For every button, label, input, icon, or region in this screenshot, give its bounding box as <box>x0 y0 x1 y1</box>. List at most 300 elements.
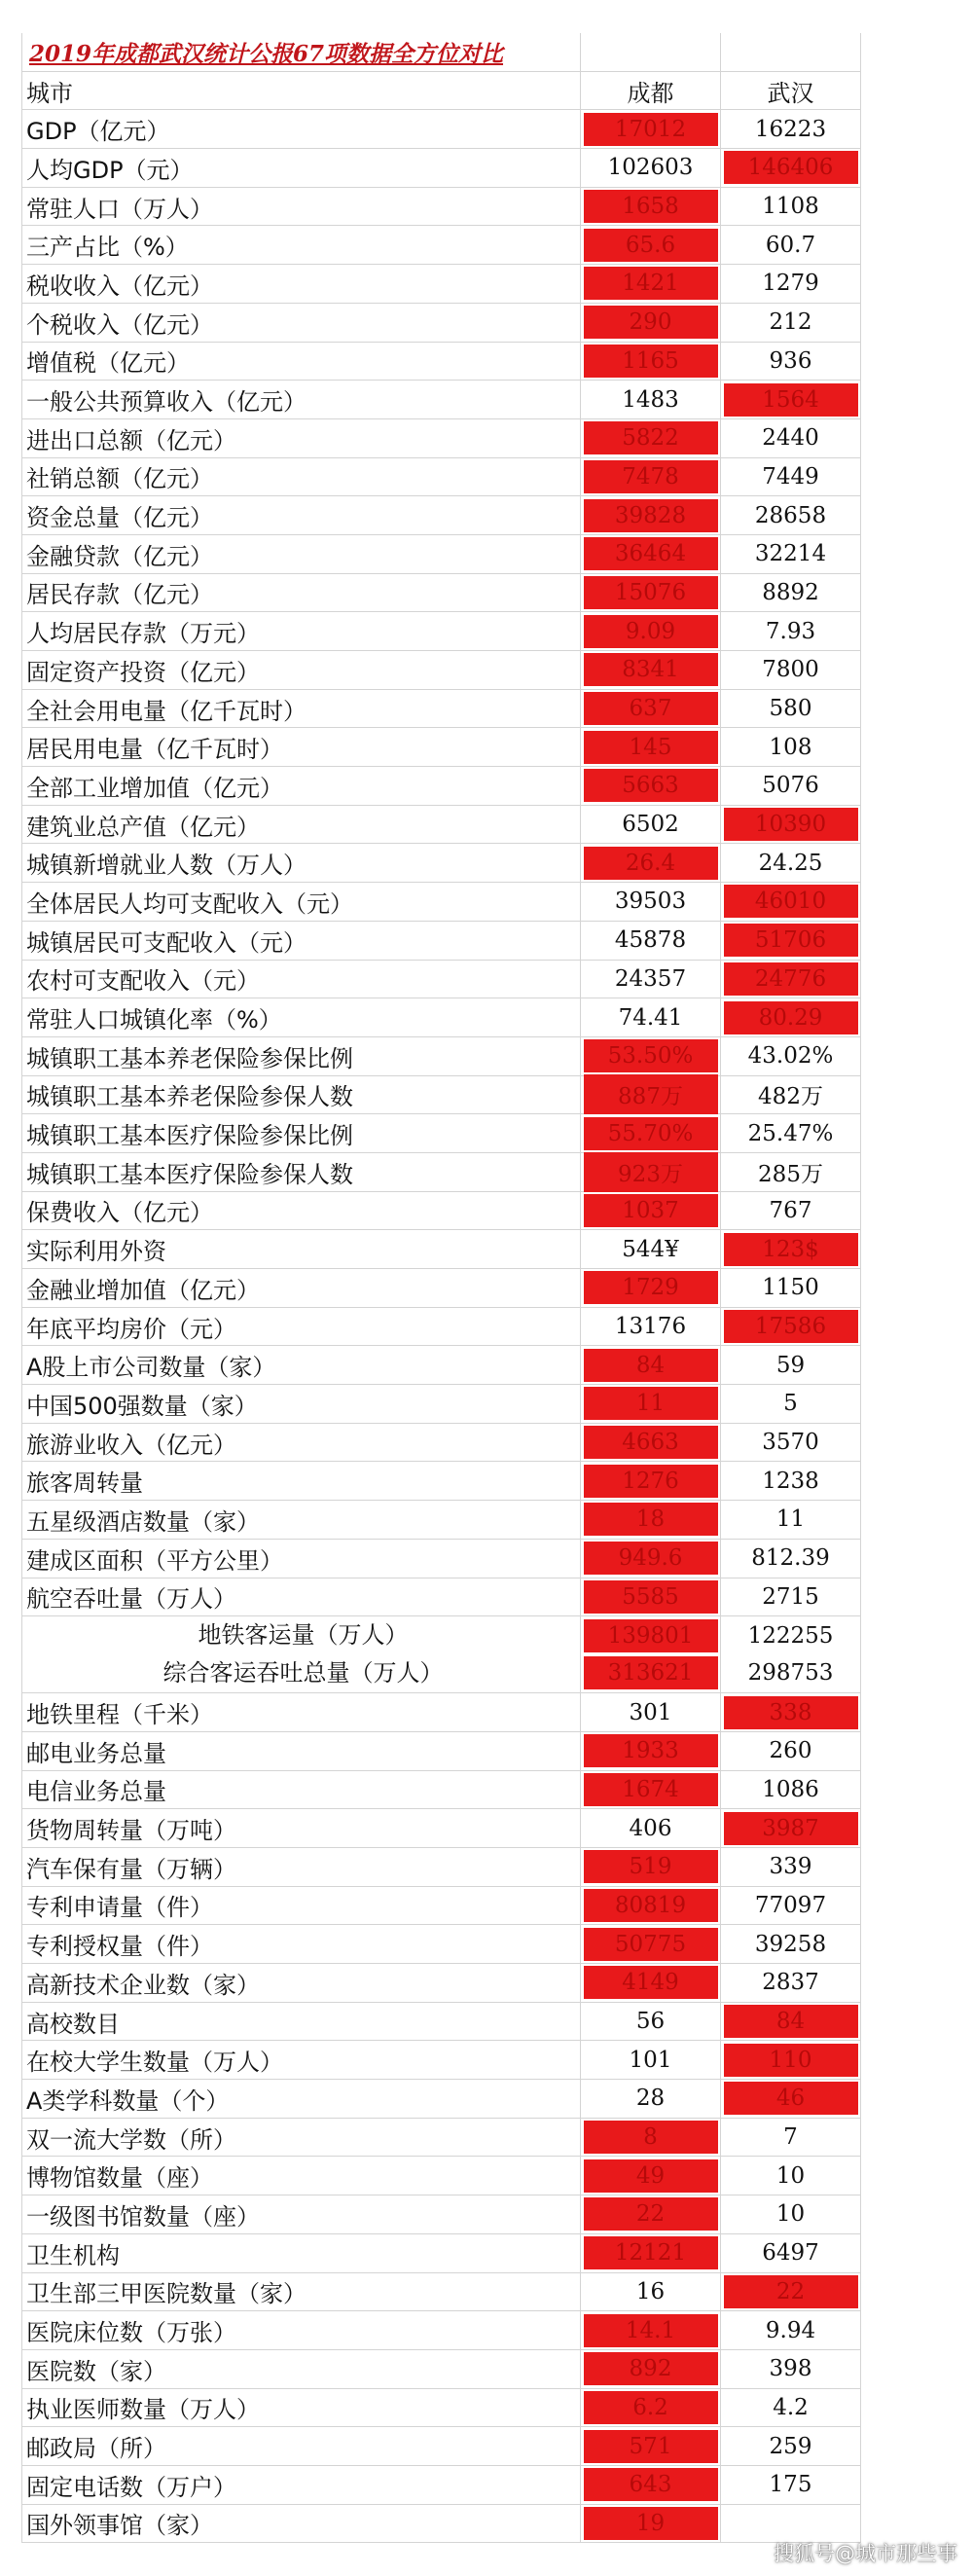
cell-value: 80.29 <box>724 1001 858 1034</box>
chengdu-value <box>581 1771 721 1810</box>
chengdu-value <box>581 110 721 149</box>
table-row <box>21 1308 861 1347</box>
cell-value: 936 <box>769 347 812 374</box>
cell-value: 1729 <box>584 1271 718 1304</box>
cell-value: 139801 <box>584 1619 718 1652</box>
chengdu-value <box>581 419 721 458</box>
chengdu-value <box>581 2003 721 2042</box>
cell-value: 101 <box>629 2047 672 2073</box>
row-label: 博物馆数量（座） <box>21 2157 581 2195</box>
table-row <box>21 1230 861 1269</box>
cell-value: 5076 <box>762 773 819 799</box>
table-row <box>21 2505 861 2544</box>
cell-value: 1658 <box>584 190 718 223</box>
cell-value: 7800 <box>762 657 819 683</box>
cell-value: 4.2 <box>773 2394 809 2420</box>
cell-value: 25.47% <box>747 1120 834 1146</box>
wuhan-value <box>721 304 861 343</box>
cell-value: 1564 <box>724 383 858 417</box>
table-row <box>21 2234 861 2273</box>
chengdu-value <box>581 767 721 806</box>
wuhan-value <box>721 2389 861 2428</box>
cell-value: 80819 <box>584 1889 718 1922</box>
row-label: 高校数目 <box>21 2003 581 2042</box>
wuhan-value <box>721 1501 861 1540</box>
cell-value: 949.6 <box>584 1542 718 1575</box>
table-row <box>21 265 861 304</box>
chengdu-value <box>581 806 721 845</box>
table-row <box>21 690 861 729</box>
cell-value: 1421 <box>584 267 718 300</box>
wuhan-value <box>721 1578 861 1617</box>
wuhan-value <box>721 612 861 651</box>
row-label: 卫生部三甲医院数量（家） <box>21 2273 581 2312</box>
row-label: 汽车保有量（万辆） <box>21 1848 581 1887</box>
row-label: 旅客周转量 <box>21 1462 581 1501</box>
cell-value: 11 <box>775 1506 806 1533</box>
table-row <box>21 2003 861 2042</box>
cell-value: 285万 <box>758 1161 823 1187</box>
row-label: 建成区面积（平方公里） <box>21 1540 581 1578</box>
wuhan-value <box>721 110 861 149</box>
table-row <box>21 1037 861 1076</box>
cell-value: 313621 <box>584 1656 718 1689</box>
table-row <box>21 2157 861 2195</box>
row-label: 全体居民人均可支配收入（元） <box>21 883 581 922</box>
table-row <box>21 1732 861 1771</box>
table-row <box>21 2195 861 2234</box>
row-label: 保费收入（亿元） <box>21 1192 581 1231</box>
cell-value: 9.94 <box>765 2317 816 2343</box>
table-row <box>21 188 861 227</box>
cell-value: 108 <box>769 734 812 760</box>
table-row <box>21 343 861 381</box>
header-chengdu: 成都 <box>581 72 721 111</box>
wuhan-value <box>721 1925 861 1964</box>
chengdu-value <box>581 574 721 613</box>
cell-value: 10 <box>775 2162 806 2189</box>
row-label: 双一流大学数（所） <box>21 2119 581 2158</box>
cell-value: 123$ <box>724 1233 858 1266</box>
cell-value: 84 <box>724 2005 858 2038</box>
chengdu-value <box>581 265 721 304</box>
wuhan-value <box>721 1153 861 1192</box>
cell-value: 39258 <box>754 1931 827 1957</box>
comparison-table <box>21 33 861 2543</box>
row-label: 税收收入（亿元） <box>21 265 581 304</box>
row-label: 资金总量（亿元） <box>21 496 581 535</box>
wuhan-value <box>721 1771 861 1810</box>
cell-value: 6.2 <box>584 2391 718 2424</box>
cell-value: 4149 <box>584 1966 718 1999</box>
wuhan-value <box>721 1693 861 1732</box>
cell-value: 3570 <box>762 1430 819 1456</box>
cell-value: 6502 <box>622 812 679 838</box>
table-row <box>21 2119 861 2158</box>
chengdu-value <box>581 1269 721 1308</box>
cell-value <box>724 2520 858 2527</box>
table-row <box>21 1540 861 1578</box>
cell-value: 1238 <box>762 1468 819 1494</box>
cell-value: 1483 <box>622 386 679 413</box>
cell-value: 122255 <box>747 1623 834 1650</box>
cell-value: 175 <box>769 2472 812 2498</box>
cell-value: 4663 <box>584 1426 718 1459</box>
cell-value: 298753 <box>747 1660 834 1687</box>
chengdu-value <box>581 883 721 922</box>
cell-value: 1279 <box>762 271 819 297</box>
title-row <box>21 33 861 72</box>
cell-value: 102603 <box>607 155 694 181</box>
wuhan-value <box>721 1308 861 1347</box>
cell-value: 10 <box>775 2201 806 2228</box>
table-row <box>21 574 861 613</box>
table-row <box>21 1578 861 1617</box>
cell-value: 19 <box>584 2507 718 2540</box>
cell-value: 60.7 <box>765 232 816 258</box>
row-label: 常驻人口城镇化率（%） <box>21 998 581 1037</box>
row-label: 全社会用电量（亿千瓦时） <box>21 690 581 729</box>
wuhan-value <box>721 806 861 845</box>
chengdu-value <box>581 2041 721 2080</box>
chengdu-value <box>581 2234 721 2273</box>
wuhan-value <box>721 922 861 961</box>
wuhan-value <box>721 2273 861 2312</box>
wuhan-value <box>721 1385 861 1424</box>
table-row <box>21 496 861 535</box>
row-label: 固定资产投资（亿元） <box>21 651 581 690</box>
wuhan-value <box>721 767 861 806</box>
cell-value: 260 <box>769 1738 812 1764</box>
wuhan-value <box>721 265 861 304</box>
wuhan-value <box>721 1192 861 1231</box>
row-label: 卫生机构 <box>21 2234 581 2273</box>
table-row <box>21 1076 861 1115</box>
cell-value: 24357 <box>614 965 687 992</box>
row-label: 实际利用外资 <box>21 1230 581 1269</box>
chengdu-value <box>581 651 721 690</box>
cell-value: 46 <box>724 2082 858 2115</box>
wuhan-value <box>721 149 861 188</box>
row-label: A股上市公司数量（家） <box>21 1346 581 1385</box>
cell-value: 338 <box>724 1696 858 1729</box>
cell-value: 212 <box>769 309 812 336</box>
chengdu-value <box>581 2119 721 2158</box>
table-row <box>21 226 861 265</box>
wuhan-value <box>721 1037 861 1076</box>
chengdu-value <box>581 1578 721 1617</box>
cell-value: 5585 <box>584 1580 718 1614</box>
chengdu-value <box>581 2350 721 2389</box>
cell-value: 637 <box>584 692 718 725</box>
cell-value: 1933 <box>584 1734 718 1767</box>
cell-value: 9.09 <box>584 615 718 648</box>
chengdu-value <box>581 1114 721 1153</box>
chengdu-value <box>581 1964 721 2003</box>
watermark: 搜狐号@城市那些事 <box>774 2542 957 2565</box>
cell-value: 812.39 <box>751 1545 830 1572</box>
cell-value: 65.6 <box>584 229 718 262</box>
wuhan-value <box>721 343 861 381</box>
table-title: 2019年成都武汉统计公报67项数据全方位对比 <box>29 40 504 67</box>
row-label: 邮电业务总量 <box>21 1732 581 1771</box>
chengdu-value <box>581 2466 721 2505</box>
table-row <box>21 304 861 343</box>
table-row <box>21 1346 861 1385</box>
wuhan-value <box>721 690 861 729</box>
chengdu-value <box>581 922 721 961</box>
chengdu-value <box>581 343 721 381</box>
table-row <box>21 651 861 690</box>
cell-value: 110 <box>724 2044 858 2077</box>
row-label: 城镇职工基本医疗保险参保人数 <box>21 1153 581 1192</box>
cell-value: 22 <box>724 2275 858 2308</box>
wuhan-value <box>721 1346 861 1385</box>
chengdu-value <box>581 304 721 343</box>
cell-value: 5 <box>783 1391 798 1417</box>
wuhan-value <box>721 574 861 613</box>
cell-value: 24.25 <box>758 850 823 876</box>
row-label <box>21 1616 581 1693</box>
chengdu-value <box>581 1848 721 1887</box>
row-label: 电信业务总量 <box>21 1771 581 1810</box>
cell-value: 14.1 <box>584 2314 718 2347</box>
wuhan-value <box>721 1540 861 1578</box>
table-row <box>21 2389 861 2428</box>
cell-value: 28658 <box>754 502 827 528</box>
wuhan-value <box>721 2080 861 2119</box>
table-body <box>21 110 861 2543</box>
chengdu-value <box>581 1925 721 1964</box>
cell-value: 7.93 <box>765 618 816 644</box>
cell-value: 56 <box>635 2009 666 2035</box>
row-label: 邮政局（所） <box>21 2427 581 2466</box>
cell-value: 339 <box>769 1854 812 1880</box>
cell-value: 39503 <box>614 889 687 915</box>
chengdu-value <box>581 728 721 767</box>
row-label-line: 综合客运吞吐总量（万人） <box>162 1659 444 1687</box>
header-wuhan: 武汉 <box>721 72 861 111</box>
cell-value: 2715 <box>762 1583 819 1610</box>
row-label: 医院数（家） <box>21 2350 581 2389</box>
cell-value: 2440 <box>762 425 819 452</box>
cell-value: 571 <box>584 2430 718 2463</box>
table-row <box>21 1153 861 1192</box>
chengdu-value <box>581 2311 721 2350</box>
wuhan-value <box>721 728 861 767</box>
wuhan-value <box>721 2350 861 2389</box>
wuhan-value <box>721 1732 861 1771</box>
wuhan-value <box>721 1269 861 1308</box>
chengdu-value <box>581 690 721 729</box>
wuhan-value <box>721 1887 861 1926</box>
row-label: 中国500强数量（家） <box>21 1385 581 1424</box>
cell-value: 12121 <box>584 2236 718 2269</box>
wuhan-value <box>721 883 861 922</box>
cell-value: 1086 <box>762 1776 819 1802</box>
wuhan-value <box>721 2195 861 2234</box>
chengdu-value <box>581 1887 721 1926</box>
table-row <box>21 1616 861 1693</box>
cell-value: 22 <box>584 2197 718 2231</box>
row-label: 城镇新增就业人数（万人） <box>21 844 581 883</box>
chengdu-value <box>581 1501 721 1540</box>
cell-value: 17586 <box>724 1310 858 1343</box>
cell-value: 59 <box>775 1352 806 1378</box>
chengdu-value <box>581 188 721 227</box>
table-row <box>21 1848 861 1887</box>
cell-value: 290 <box>584 306 718 339</box>
row-label: 年底平均房价（元） <box>21 1308 581 1347</box>
cell-value: 32214 <box>754 541 827 567</box>
chengdu-value <box>581 1192 721 1231</box>
chengdu-value <box>581 1462 721 1501</box>
table-row <box>21 998 861 1037</box>
table-row <box>21 1771 861 1810</box>
cell-value: 84 <box>584 1349 718 1382</box>
table-row <box>21 844 861 883</box>
cell-value: 6497 <box>762 2240 819 2267</box>
wuhan-value <box>721 961 861 999</box>
row-label: 居民用电量（亿千瓦时） <box>21 728 581 767</box>
row-label: 一般公共预算收入（亿元） <box>21 381 581 419</box>
table-row <box>21 1385 861 1424</box>
cell-value: 544¥ <box>622 1236 679 1262</box>
row-label: 农村可支配收入（元） <box>21 961 581 999</box>
wuhan-value <box>721 535 861 574</box>
cell-value: 301 <box>629 1699 672 1725</box>
row-label: 专利授权量（件） <box>21 1925 581 1964</box>
wuhan-value <box>721 651 861 690</box>
cell-value: 24776 <box>724 962 858 996</box>
wuhan-value <box>721 1809 861 1848</box>
row-label: 社销总额（亿元） <box>21 458 581 497</box>
row-label: 金融业增加值（亿元） <box>21 1269 581 1308</box>
table-row <box>21 1964 861 2003</box>
chengdu-value <box>581 1037 721 1076</box>
wuhan-value <box>721 2466 861 2505</box>
wuhan-value <box>721 1616 861 1693</box>
cell-value: 16223 <box>754 116 827 142</box>
wuhan-value <box>721 2427 861 2466</box>
wuhan-value <box>721 188 861 227</box>
table-row <box>21 381 861 419</box>
header-row <box>21 72 861 111</box>
row-label: 货物周转量（万吨） <box>21 1809 581 1848</box>
cell-value: 1165 <box>584 345 718 378</box>
row-label: 居民存款（亿元） <box>21 574 581 613</box>
cell-value: 8892 <box>762 579 819 605</box>
cell-value: 767 <box>769 1197 812 1223</box>
cell-value: 1276 <box>584 1465 718 1498</box>
cell-value: 7 <box>783 2124 798 2151</box>
wuhan-value <box>721 1462 861 1501</box>
wuhan-value <box>721 2119 861 2158</box>
chengdu-value <box>581 612 721 651</box>
cell-value: 15076 <box>584 576 718 609</box>
cell-value: 145 <box>584 731 718 764</box>
chengdu-value <box>581 1693 721 1732</box>
wuhan-value <box>721 2003 861 2042</box>
chengdu-value <box>581 2505 721 2544</box>
row-label: 个税收入（亿元） <box>21 304 581 343</box>
table-row <box>21 2466 861 2505</box>
cell-value: 7478 <box>584 460 718 493</box>
row-label: 一级图书馆数量（座） <box>21 2195 581 2234</box>
wuhan-value <box>721 1230 861 1269</box>
wuhan-value <box>721 496 861 535</box>
chengdu-value <box>581 458 721 497</box>
row-label: 在校大学生数量（万人） <box>21 2041 581 2080</box>
wuhan-value <box>721 1848 861 1887</box>
cell-value: 26.4 <box>584 847 718 880</box>
table-row <box>21 1693 861 1732</box>
chengdu-value <box>581 844 721 883</box>
table-row <box>21 806 861 845</box>
cell-value: 1150 <box>762 1275 819 1301</box>
chengdu-value <box>581 1424 721 1463</box>
cell-value: 146406 <box>724 151 858 184</box>
table-row <box>21 1424 861 1463</box>
title-blank-b <box>721 33 861 72</box>
table-row <box>21 1925 861 1964</box>
chengdu-value <box>581 2427 721 2466</box>
cell-value: 13176 <box>614 1314 687 1340</box>
title-blank-a <box>581 33 721 72</box>
cell-value: 28 <box>635 2086 666 2112</box>
chengdu-value <box>581 1153 721 1192</box>
wuhan-value <box>721 1076 861 1115</box>
row-label: 医院床位数（万张） <box>21 2311 581 2350</box>
cell-value: 8341 <box>584 653 718 686</box>
cell-value: 39828 <box>584 499 718 532</box>
cell-value: 77097 <box>754 1892 827 1918</box>
cell-value: 406 <box>629 1815 672 1841</box>
row-label: 进出口总额（亿元） <box>21 419 581 458</box>
title-cell <box>21 33 581 72</box>
cell-value: 3987 <box>724 1812 858 1845</box>
table-row <box>21 961 861 999</box>
chengdu-value <box>581 496 721 535</box>
table-row <box>21 767 861 806</box>
row-label: 专利申请量（件） <box>21 1887 581 1926</box>
header-city-label: 城市 <box>21 72 581 111</box>
cell-value: 923万 <box>584 1152 718 1192</box>
cell-value: 1674 <box>584 1773 718 1806</box>
cell-value: 887万 <box>584 1074 718 1114</box>
cell-value: 580 <box>769 696 812 722</box>
table-row <box>21 2350 861 2389</box>
chengdu-value <box>581 535 721 574</box>
row-label: 人均GDP（元） <box>21 149 581 188</box>
chengdu-value <box>581 961 721 999</box>
cell-value: 18 <box>584 1503 718 1536</box>
cell-value: 1108 <box>762 194 819 220</box>
cell-value: 36464 <box>584 537 718 570</box>
chengdu-value <box>581 1540 721 1578</box>
table-row <box>21 149 861 188</box>
chengdu-value <box>581 998 721 1037</box>
wuhan-value <box>721 998 861 1037</box>
cell-value: 5822 <box>584 421 718 454</box>
row-label: 人均居民存款（万元） <box>21 612 581 651</box>
table-row <box>21 1462 861 1501</box>
cell-value: 45878 <box>614 927 687 954</box>
chengdu-value <box>581 1732 721 1771</box>
row-label: 高新技术企业数（家） <box>21 1964 581 2003</box>
cell-value: 643 <box>584 2468 718 2501</box>
table-row <box>21 535 861 574</box>
